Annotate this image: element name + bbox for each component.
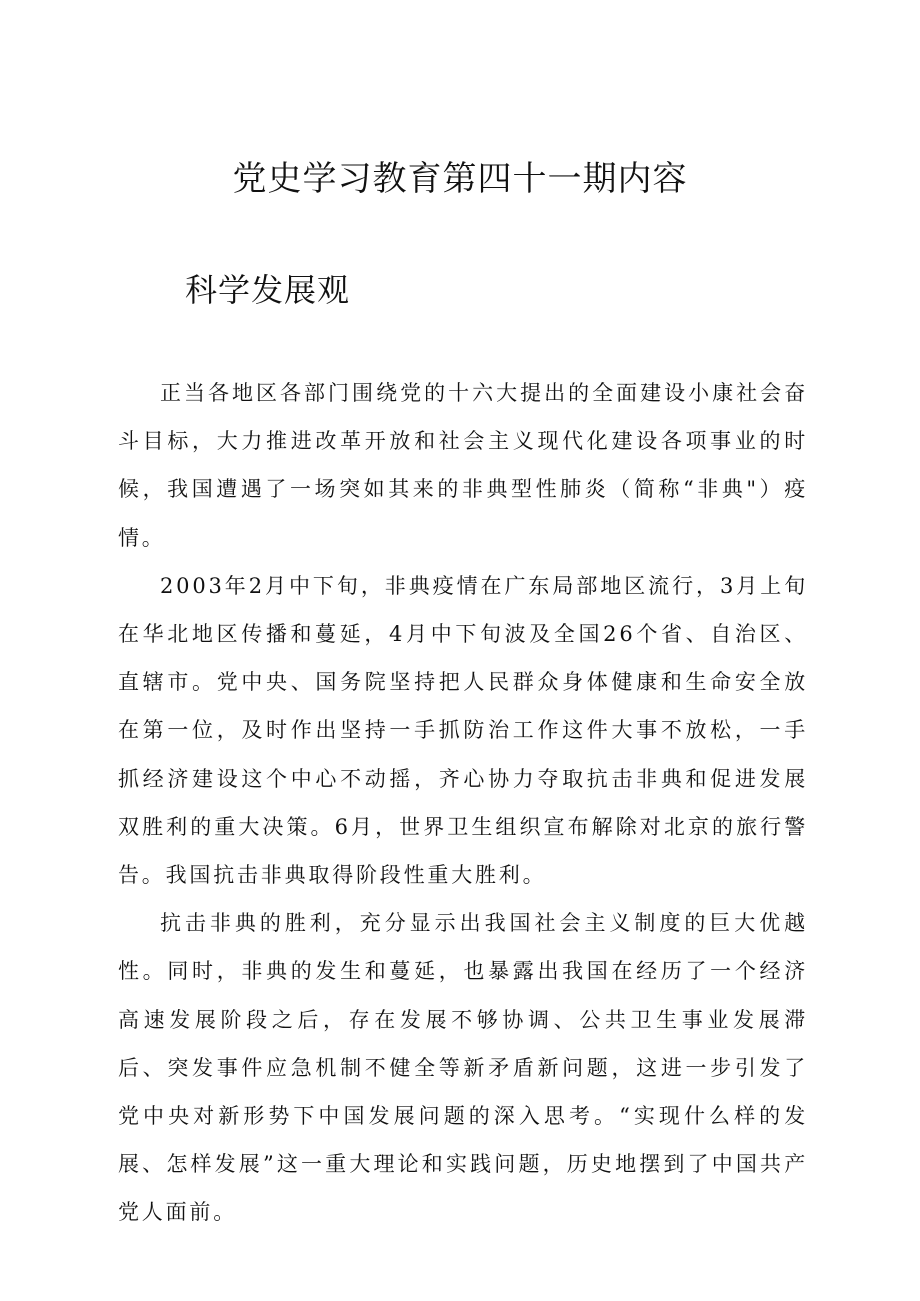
document-title: 党史学习教育第四十一期内容 — [232, 159, 688, 199]
body-text — [118, 369, 808, 1237]
paragraph: 抗击非典的胜利，充分显示出我国社会主义制度的巨大优越性。同时，非典的发生和蔓延，也暴露出我国在经历了一个经济高速发展阶段之后，存在发展不够协调、公共卫生事业发展滞后、突发事件应急机制不健全等新矛盾新问题，这进一步引发了党中央对新形势下中国发展问题的深入思考。“实现什么样的发展、怎样发展”这一重大理论和实践问题，历史地摆到了中国共产党人面前。 — [118, 911, 808, 1225]
paragraph: 2003年2月中下旬，非典疫情在广东局部地区流行，3月上旬在华北地区传播和蔓延，4月中下旬波及全国26个省、自治区、直辖市。党中央、国务院坚持把人民群众身体健康和生命安全放在第一位，及时作出坚持一手抓防治工作这件大事不放松，一手抓经济建设这个中心不动摇，齐心协力夺取抗击非典和促进发展双胜利的重大决策。6月，世界卫生组织宣布解除对北京的旅行警告。我国抗击非典取得阶段性重大胜利。 — [118, 573, 808, 888]
section-heading: 科学发展观 — [185, 271, 351, 309]
paragraph: 正当各地区各部门围绕党的十六大提出的全面建设小康社会奋斗目标，大力推进改革开放和社会主义现代化建设各项事业的时候，我国遭遇了一场突如其来的非典型性肺炎（简称“非典"）疫情。 — [118, 381, 808, 550]
